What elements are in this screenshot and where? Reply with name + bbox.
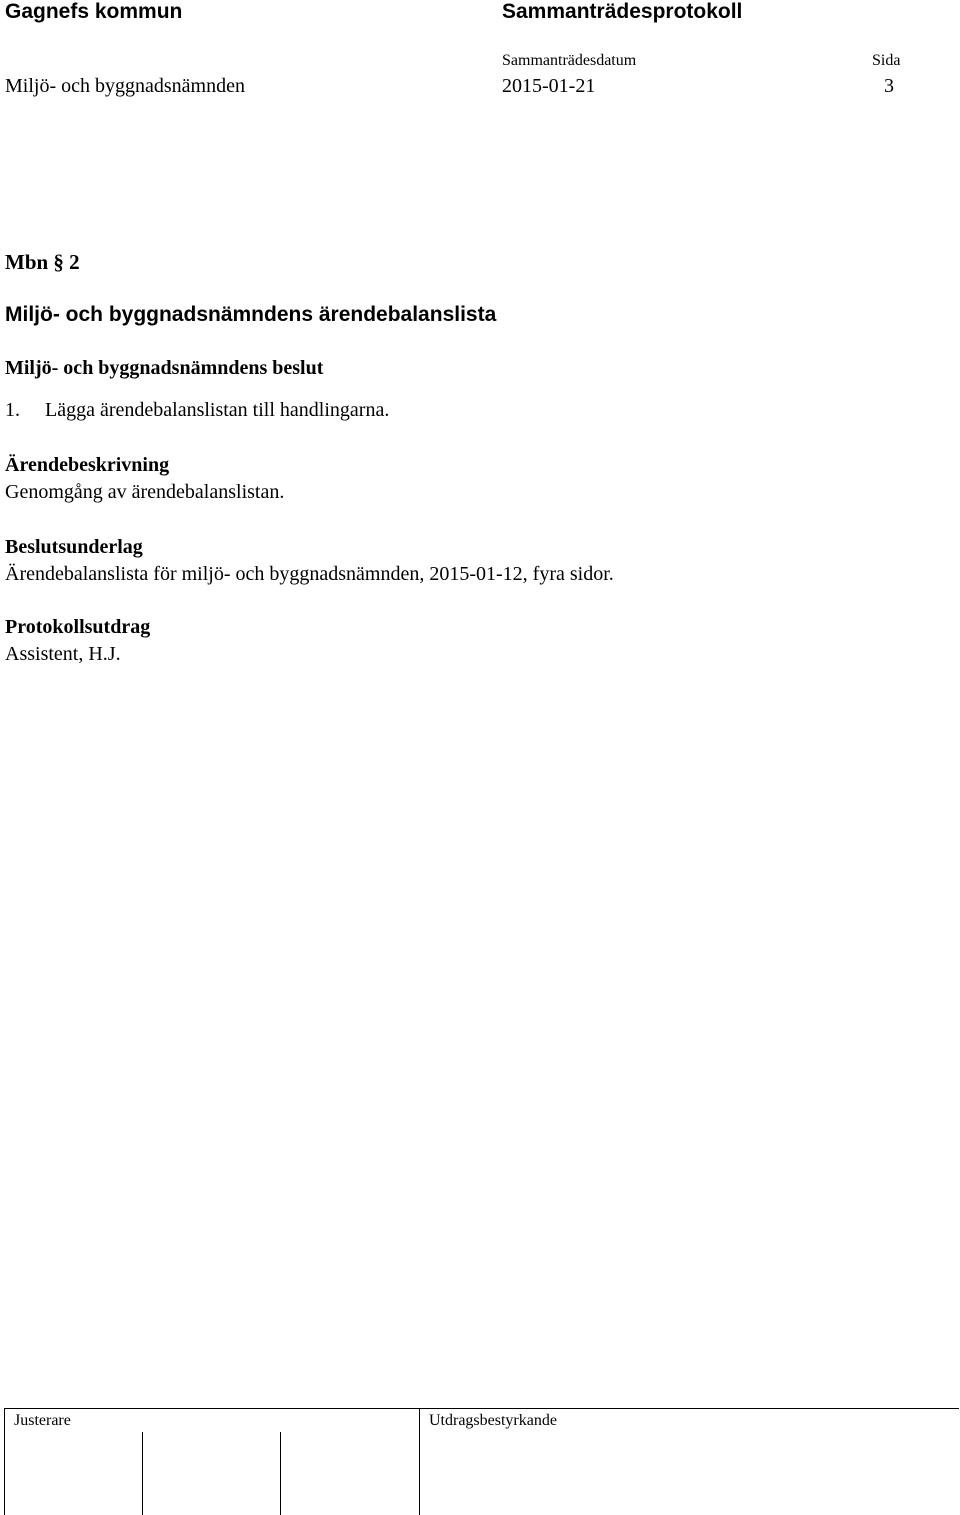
signature-box-divider	[419, 1408, 420, 1515]
adjusters-label: Justerare	[14, 1412, 71, 1429]
description-heading: Ärendebeskrivning	[5, 454, 170, 476]
page-label: Sida	[872, 52, 901, 69]
signature-box-divider	[4, 1408, 5, 1515]
paragraph-number: Mbn § 2	[5, 250, 80, 274]
document-type: Sammanträdesprotokoll	[502, 0, 743, 23]
meeting-date: 2015-01-21	[502, 75, 596, 97]
committee-name: Miljö- och byggnadsnämnden	[5, 75, 245, 97]
basis-heading: Beslutsunderlag	[5, 536, 143, 558]
basis-text: Ärendebalanslista för miljö- och byggnadsnämnden, 2015-01-12, fyra sidor.	[5, 563, 614, 585]
extract-text: Assistent, H.J.	[5, 643, 121, 665]
item-title: Miljö- och byggnadsnämndens ärendebalanslista	[5, 303, 497, 326]
signature-box-top-border	[4, 1408, 959, 1409]
signature-box-divider	[142, 1432, 143, 1515]
decision-item-text: Lägga ärendebalanslistan till handlingarna.	[45, 399, 390, 421]
decision-list-item	[5, 399, 389, 422]
certification-label: Utdragsbestyrkande	[429, 1412, 557, 1429]
decision-heading: Miljö- och byggnadsnämndens beslut	[5, 357, 324, 379]
extract-heading: Protokollsutdrag	[5, 616, 151, 638]
signature-box-divider	[280, 1432, 281, 1515]
organization-name: Gagnefs kommun	[5, 0, 183, 23]
description-text: Genomgång av ärendebalanslistan.	[5, 481, 285, 503]
decision-item-number: 1.	[5, 399, 20, 421]
meeting-date-label: Sammanträdesdatum	[502, 52, 637, 69]
page-number: 3	[884, 75, 894, 97]
